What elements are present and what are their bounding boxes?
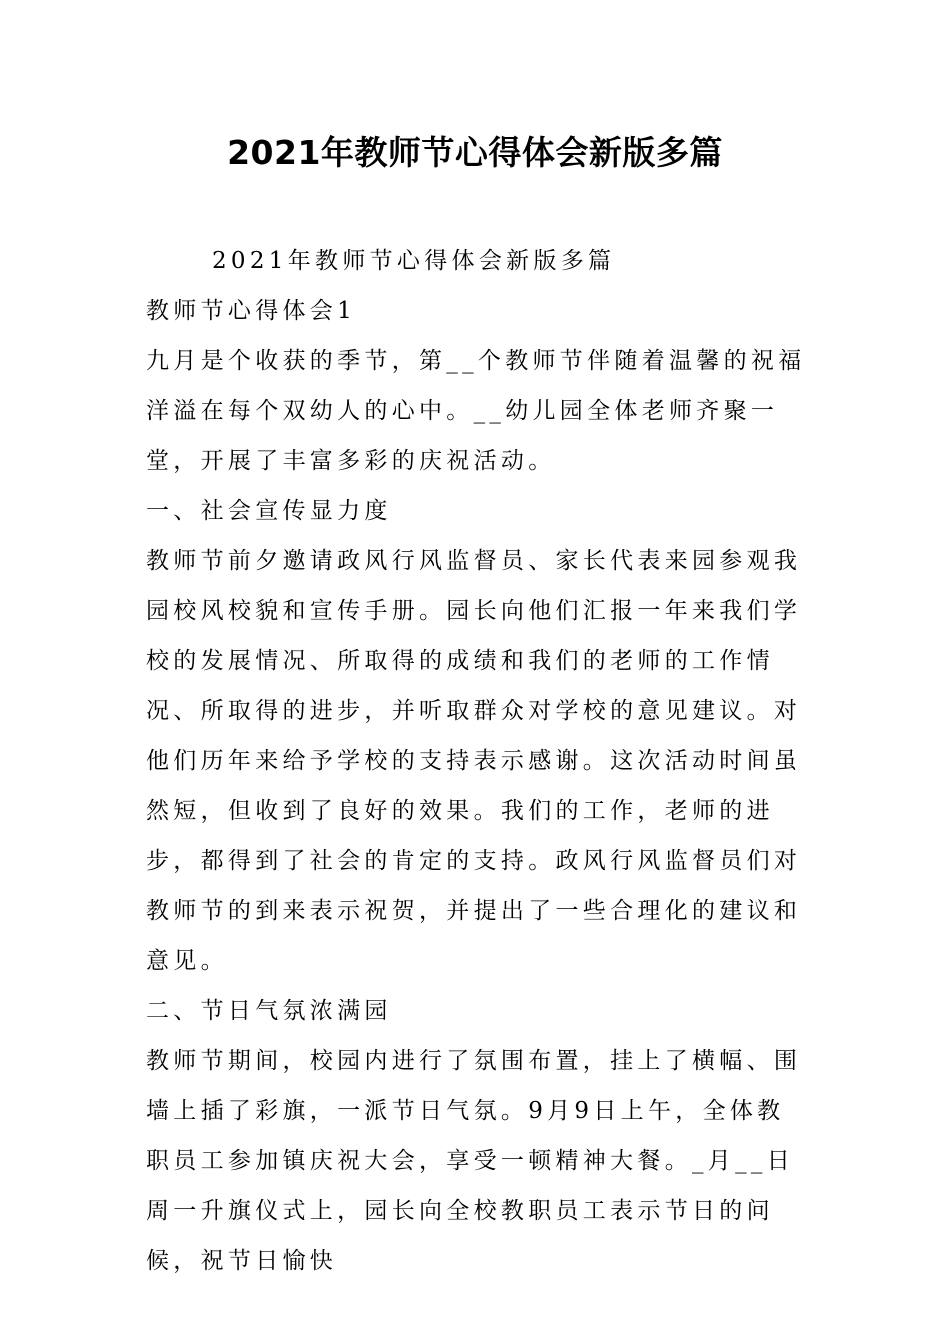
body-paragraph: 九月是个收获的季节，第__个教师节伴随着温馨的祝福洋溢在每个双幼人的心中。__幼儿园全体老师齐聚一堂，开展了丰富多彩的庆祝活动。: [146, 348, 806, 474]
section-heading: 二、节日气氛浓满园: [146, 998, 392, 1024]
subtitle-paragraph: 2021年教师节心得体会新版多篇: [212, 248, 616, 274]
section-heading: 教师节心得体会1: [146, 298, 357, 324]
document-body: [146, 236, 806, 1286]
document-title: 2021年教师节心得体会新版多篇: [227, 133, 723, 172]
body-paragraph: 教师节前夕邀请政风行风监督员、家长代表来园参观我园校风校貌和宣传手册。园长向他们汇报一年来我们学校的发展情况、所取得的成绩和我们的老师的工作情况、所取得的进步，并听取群众对学校的意见建议。对他们历年来给予学校的支持表示感谢。这次活动时间虽然短，但收到了良好的效果。我们的工作，老师的进步，都得到了社会的肯定的支持。政风行风监督员们对教师节的到来表示祝贺，并提出了一些合理化的建议和意见。: [146, 548, 802, 974]
body-paragraph: 教师节期间，校园内进行了氛围布置，挂上了横幅、围墙上插了彩旗，一派节日气氛。9月9日上午，全体教职员工参加镇庆祝大会，享受一顿精神大餐。_月__日周一升旗仪式上，园长向全校教职员工表示节日的问候，祝节日愉快: [146, 1048, 802, 1274]
section-heading: 一、社会宣传显力度: [146, 498, 392, 524]
